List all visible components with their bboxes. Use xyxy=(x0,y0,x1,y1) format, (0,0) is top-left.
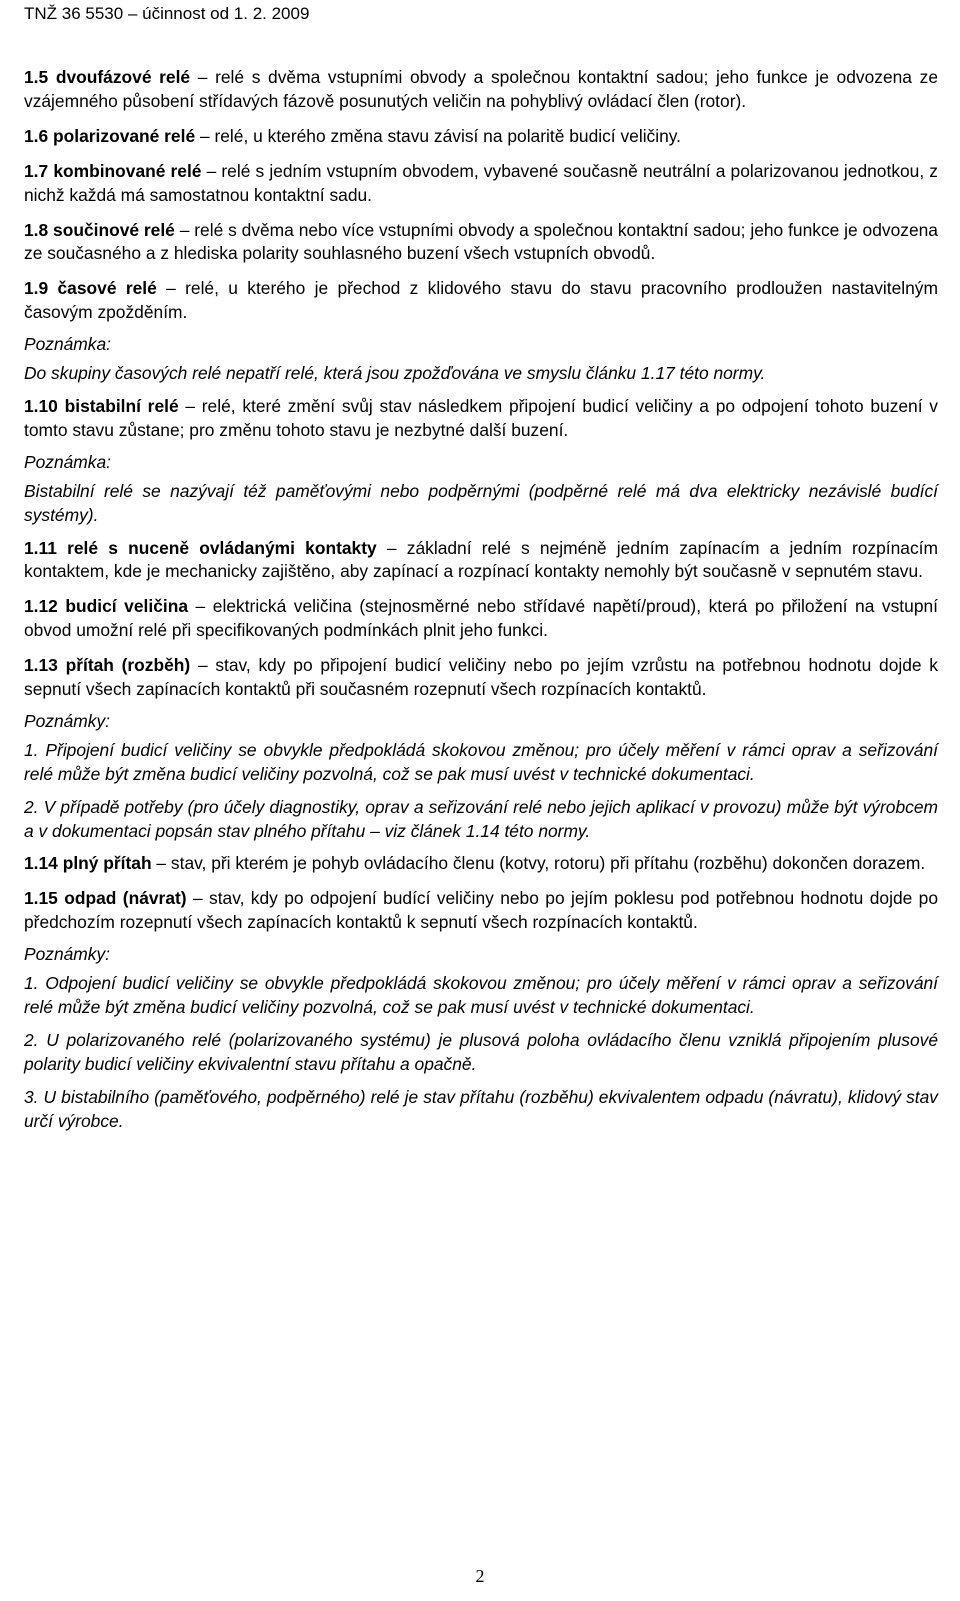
article-1-12 xyxy=(24,595,938,643)
article-term: bistabilní relé xyxy=(64,395,179,416)
note-item: 1. Odpojení budicí veličiny se obvykle předpokládá skokovou změnou; pro účely měření v rámci oprav a seřizování relé může být změna budicí veličiny pozvolná, což se pak musí uvést v technické dokumentaci. xyxy=(24,973,938,1017)
article-1-8 xyxy=(24,219,938,267)
article-number: 1.13 xyxy=(24,655,58,676)
article-number: 1.7 xyxy=(24,160,49,181)
article-number: 1.14 xyxy=(24,853,58,874)
article-1-15 xyxy=(24,887,938,935)
article-term: relé s nuceně ovládanými kontakty xyxy=(67,537,377,558)
article-term: časové relé xyxy=(57,278,157,299)
article-text: – stav, kdy po odpojení budící veličiny nebo po jejím poklesu pod potřebnou hodnotu dojde po předchozím rozepnutí všech zapínacích kontaktů k sepnutí všech rozpínacích kontaktů. xyxy=(24,888,939,933)
article-text: – relé, u kterého je přechod z klidového stavu do stavu pracovního prodloužen nastavitelným časovým zpožděním. xyxy=(24,278,938,323)
note-item: 3. U bistabilního (paměťového, podpěrného) relé je stav přítahu (rozběhu) ekvivalentem odpadu (návratu), klidový stav určí výrobce. xyxy=(24,1086,938,1131)
article-number: 1.8 xyxy=(24,219,49,240)
notes-label: Poznámky: xyxy=(24,944,111,965)
notes-label: Poznámky: xyxy=(24,710,111,731)
article-1-5 xyxy=(24,66,938,114)
article-number: 1.6 xyxy=(24,125,49,146)
article-term: přítah (rozběh) xyxy=(65,655,191,676)
note-item: 2. U polarizovaného relé (polarizovaného systému) je plusová poloha ovládacího členu vzniklá připojením plusové polarity budicí veličiny ekvivalentní stavu přítahu a opačně. xyxy=(24,1029,938,1074)
article-term: součinové relé xyxy=(53,219,175,240)
article-1-6 xyxy=(24,125,938,149)
note-label: Poznámka: xyxy=(24,451,111,472)
article-text: – elektrická veličina (stejnosměrné nebo střídavé napětí/proud), která po přiložení na vstupní obvod umožní relé při specifikovaných podmínkách plnit jeho funkci. xyxy=(24,596,938,641)
article-term: dvoufázové relé xyxy=(55,67,191,87)
article-1-14 xyxy=(24,852,938,876)
article-text: – relé s dvěma nebo více vstupními obvody a společnou kontaktní sadou; jeho funkce je odvozena ze současného a z hlediska polarity souhlasného buzení všech vstupních obvodů. xyxy=(24,219,938,264)
note-text: Do skupiny časových relé nepatří relé, která jsou zpožďována ve smyslu článku 1.17 této normy. xyxy=(24,363,766,384)
article-1-10 xyxy=(24,395,938,443)
document-header: TNŽ 36 5530 – účinnost od 1. 2. 2009 xyxy=(24,4,310,23)
article-1-13 xyxy=(24,654,938,702)
article-1-7 xyxy=(24,160,938,208)
article-term: odpad (návrat) xyxy=(64,888,187,909)
article-text: – základní relé s nejméně jedním zapínacím a jedním rozpínacím kontaktem, kde je mechanicky zajištěno, aby zapínací a rozpínací kontakty nemohly být současně v sepnutém stavu. xyxy=(24,537,938,582)
article-number: 1.15 xyxy=(24,888,58,909)
article-1-11 xyxy=(24,537,938,585)
article-text: – relé, které změní svůj stav následkem připojení budicí veličiny a po odpojení tohoto buzení v tomto stavu zůstane; pro změnu tohoto stavu je nezbytné další buzení. xyxy=(24,395,938,440)
note-text: Bistabilní relé se nazývají též paměťovými nebo podpěrnými (podpěrné relé má dva elektricky nezávislé budící systémy). xyxy=(24,480,938,525)
article-text: – stav, kdy po připojení budicí veličiny nebo po jejím vzrůstu na potřebnou hodnotu dojde k sepnutí všech zapínacích kontaktů při současném rozepnutí všech rozpínacích kontaktů. xyxy=(24,655,938,700)
article-number: 1.12 xyxy=(24,596,58,617)
article-number: 1.10 xyxy=(24,395,58,416)
article-term: plný přítah xyxy=(62,853,152,874)
note-item: 1. Připojení budicí veličiny se obvykle předpokládá skokovou změnou; pro účely měření v rámci oprav a seřizování relé může být změna budicí veličiny pozvolná, což se pak musí uvést v technické dokumentaci. xyxy=(24,739,938,784)
article-number: 1.5 xyxy=(24,67,49,87)
article-term: budicí veličina xyxy=(65,596,188,617)
article-text: – stav, při kterém je pohyb ovládacího členu (kotvy, rotoru) při přítahu (rozběhu) dokončen dorazem. xyxy=(151,853,926,874)
article-text: – relé s dvěma vstupními obvody a společnou kontaktní sadou; jeho funkce je odvozena ze vzájemného působení střídavých fázově posunutých veličin na pohyblivý ovládací člen (rotor). xyxy=(24,67,938,111)
article-text: – relé, u kterého změna stavu závisí na polaritě budicí veličiny. xyxy=(195,125,682,146)
article-text: – relé s jedním vstupním obvodem, vybavené současně neutrální a polarizovanou jednotkou, z nichž každá má samostatnou kontaktní sadu. xyxy=(24,160,938,205)
article-term: polarizované relé xyxy=(53,125,196,146)
page-number: 2 xyxy=(475,1566,485,1586)
article-number: 1.9 xyxy=(24,278,49,299)
note-label: Poznámka: xyxy=(24,334,111,355)
document-body xyxy=(24,66,938,1143)
article-number: 1.11 xyxy=(24,537,57,558)
note-item: 2. V případě potřeby (pro účely diagnostiky, oprav a seřizování relé nebo jejich aplikací v provozu) může být výrobcem a v dokumentaci popsán stav plného přítahu – viz článek 1.14 této normy. xyxy=(24,796,938,841)
article-term: kombinované relé xyxy=(53,160,202,181)
article-1-9 xyxy=(24,277,938,325)
